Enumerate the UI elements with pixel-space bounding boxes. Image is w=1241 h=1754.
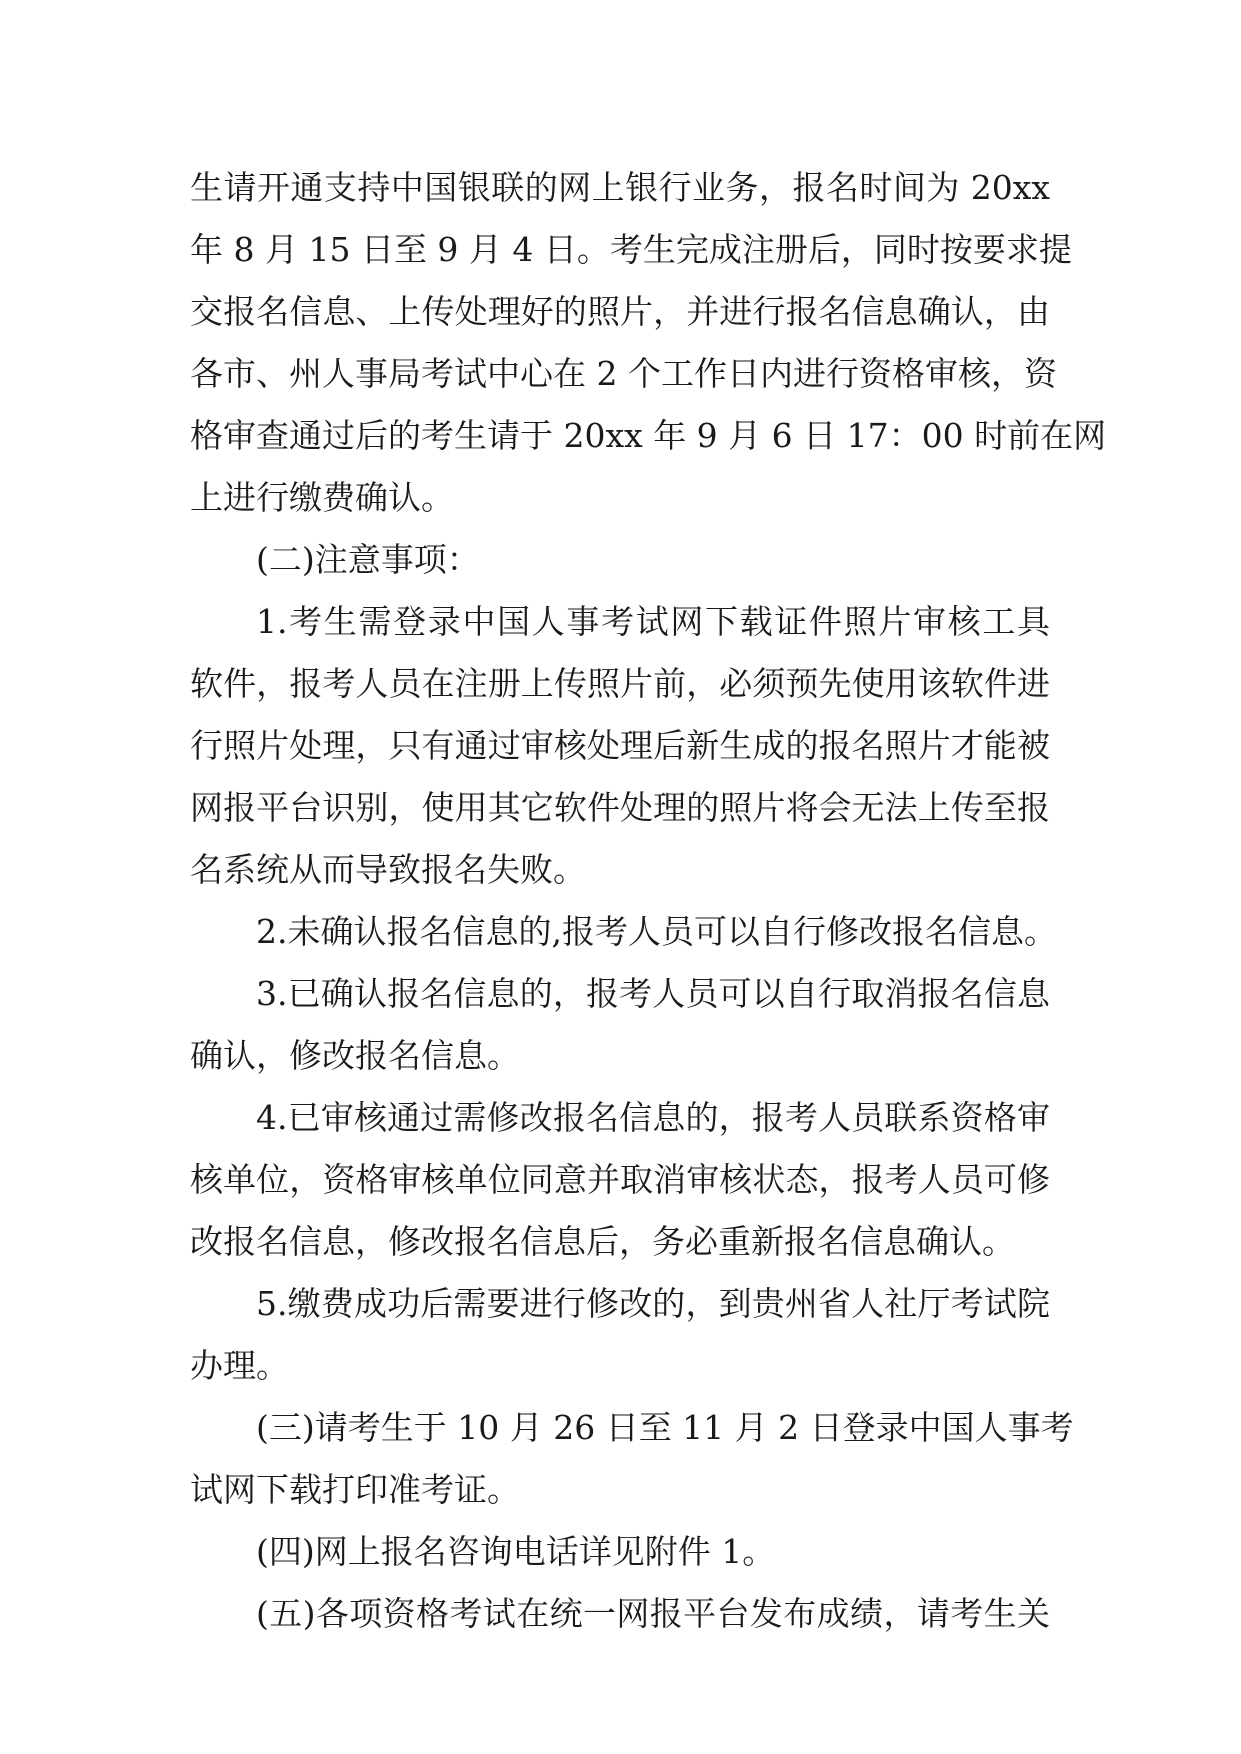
text-line: 办理。	[190, 1346, 289, 1385]
text-line: (四)网上报名咨询电话详见附件 1。	[256, 1532, 776, 1571]
text-line: (五)各项资格考试在统一网报平台发布成绩，请考生关	[256, 1594, 1050, 1633]
text-line: (三)请考生于 10 月 26 日至 11 月 2 日登录中国人事考	[256, 1408, 1074, 1447]
text-line: 4.已审核通过需修改报名信息的，报考人员联系资格审	[256, 1098, 1050, 1137]
text-line: 年 8 月 15 日至 9 月 4 日。考生完成注册后，同时按要求提	[190, 230, 1072, 269]
text-line: 生请开通支持中国银联的网上银行业务，报名时间为 20xx	[190, 168, 1050, 207]
section-5-paragraph	[190, 1583, 1050, 1645]
paragraph-registration-details	[190, 157, 1107, 529]
text-line: 网报平台识别，使用其它软件处理的照片将会无法上传至报	[190, 788, 1050, 827]
note-item-2	[190, 901, 1057, 963]
text-line: 行照片处理，只有通过审核处理后新生成的报名照片才能被	[190, 726, 1050, 765]
text-line: 确认，修改报名信息。	[190, 1036, 520, 1075]
text-line: 上进行缴费确认。	[190, 478, 454, 517]
text-line: 交报名信息、上传处理好的照片，并进行报名信息确认，由	[190, 292, 1050, 331]
text-line: 试网下载打印准考证。	[190, 1470, 520, 1509]
section-4-paragraph	[190, 1521, 1050, 1583]
text-line: 软件，报考人员在注册上传照片前，必须预先使用该软件进	[190, 664, 1050, 703]
text-line: 1.考生需登录中国人事考试网下载证件照片审核工具	[256, 602, 1050, 641]
heading-line: (二)注意事项：	[256, 540, 480, 579]
section-heading-notes	[190, 529, 1050, 591]
text-line: 2.未确认报名信息的,报考人员可以自行修改报名信息。	[256, 912, 1057, 951]
note-item-5	[190, 1273, 1050, 1397]
text-line: 5.缴费成功后需要进行修改的，到贵州省人社厅考试院	[256, 1284, 1050, 1323]
note-item-1	[190, 591, 1050, 901]
text-line: 3.已确认报名信息的，报考人员可以自行取消报名信息	[256, 974, 1050, 1013]
note-item-4	[190, 1087, 1050, 1273]
text-line: 改报名信息，修改报名信息后，务必重新报名信息确认。	[190, 1222, 1015, 1261]
section-3-paragraph	[190, 1397, 1074, 1521]
text-line: 格审查通过后的考生请于 20xx 年 9 月 6 日 17：00 时前在网	[190, 416, 1107, 455]
text-line: 各市、州人事局考试中心在 2 个工作日内进行资格审核，资	[190, 354, 1057, 393]
note-item-3	[190, 963, 1050, 1087]
text-line: 核单位，资格审核单位同意并取消审核状态，报考人员可修	[190, 1160, 1050, 1199]
document-body	[190, 157, 1107, 1645]
text-line: 名系统从而导致报名失败。	[190, 850, 586, 889]
